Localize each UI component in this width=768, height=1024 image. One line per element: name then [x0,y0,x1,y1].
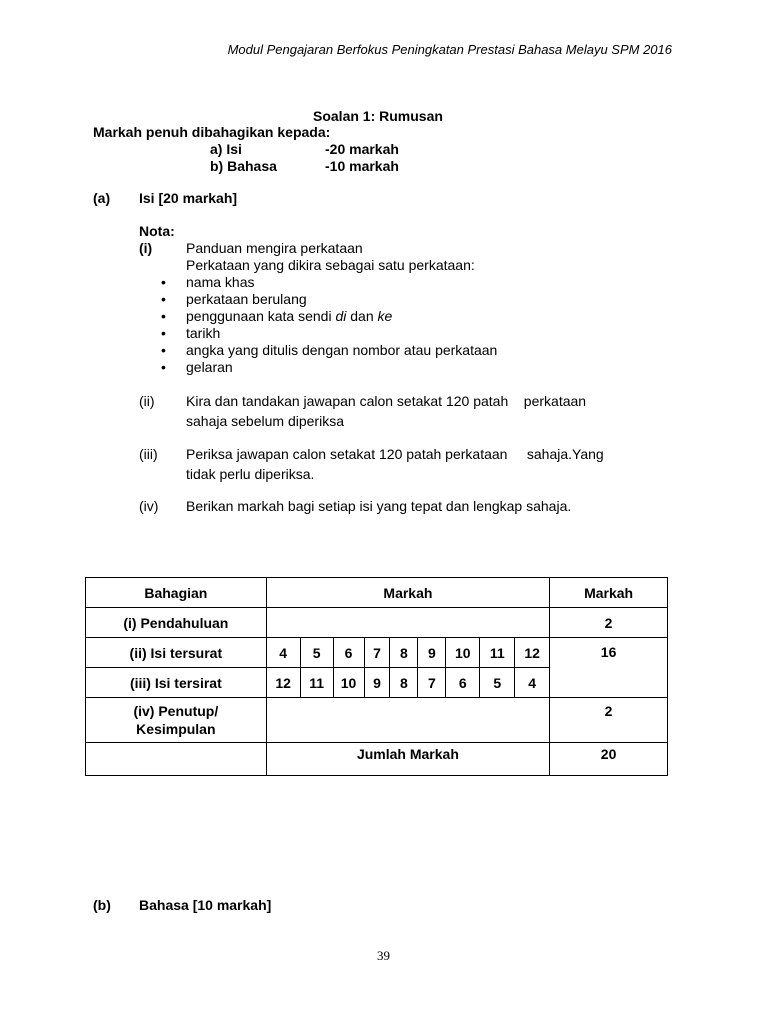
bullet-perkataan-berulang: perkataan berulang [186,291,307,307]
table-row [86,608,668,638]
tersurat-cell: 5 [300,638,333,668]
bullet-tarikh: tarikh [186,325,221,341]
row-penutup-line1: (iv) Penutup/ [133,703,219,719]
row-pendahuluan-label: (i) Pendahuluan [86,608,267,638]
tersurat-cell: 10 [446,638,480,668]
note-i-line2: Perkataan yang dikira sebagai satu perkataan: [186,257,475,273]
note-iii-line1: Periksa jawapan calon setakat 120 patah perkataan sahaja.Yang [186,446,604,462]
question-title: Soalan 1: Rumusan [313,108,443,124]
row-tersurat-label: (ii) Isi tersurat [86,638,267,668]
bullet-kata-sendi-ke: ke [377,308,393,324]
tersirat-cell: 10 [333,668,364,698]
header-markah-total: Markah [550,578,668,608]
row-pendahuluan-empty [266,608,549,638]
note-i-line1: Panduan mengira perkataan [186,240,363,256]
row-penutup-empty [266,698,549,743]
bullet-kata-sendi-text: penggunaan kata sendi [186,308,336,324]
table-row [86,743,668,776]
tersurat-cell: 6 [333,638,364,668]
marks-intro: Markah penuh dibahagikan kepada: [93,124,331,140]
bullet-angka: angka yang ditulis dengan nombor atau perkataan [186,342,498,358]
row-tersirat-label: (iii) Isi tersirat [86,668,267,698]
section-a-marker: (a) [93,190,111,206]
bullet-icon: • [161,308,166,324]
bullet-icon: • [161,342,166,358]
tersirat-cell: 8 [390,668,418,698]
tersurat-cell: 7 [364,638,390,668]
bullet-nama-khas: nama khas [186,274,255,290]
row-jumlah-label: Jumlah Markah [266,743,549,776]
note-iii-marker: (iii) [139,446,158,462]
note-iv-marker: (iv) [139,498,159,514]
section-b-marker: (b) [93,897,111,913]
row-isi-total: 16 [550,638,668,698]
note-ii-marker: (ii) [139,393,155,409]
header-markah: Markah [266,578,549,608]
tersirat-cell: 9 [364,668,390,698]
tersirat-cell: 6 [446,668,480,698]
section-a-title: Isi [20 markah] [139,190,238,206]
note-i-marker: (i) [139,240,153,256]
tersurat-cell: 8 [390,638,418,668]
table-header-row [86,578,668,608]
note-ii-line2: sahaja sebelum diperiksa [186,413,344,429]
note-ii-line1: Kira dan tandakan jawapan calon setakat 120 patah perkataan [186,393,587,409]
bullet-kata-sendi-dan: dan [346,308,378,324]
tersurat-cell: 12 [515,638,550,668]
row-penutup-line2: Kesimpulan [136,721,216,737]
row-penutup-total: 2 [550,698,668,743]
note-iv-line1: Berikan markah bagi setiap isi yang tepat dan lengkap sahaja. [186,498,572,514]
table-row [86,638,668,668]
table-row [86,698,668,743]
tersirat-cell: 11 [300,668,333,698]
bullet-kata-sendi-di: di [335,308,347,324]
allocation-bahasa-label: b) Bahasa [210,158,277,174]
bullet-icon: • [161,291,166,307]
row-penutup-label [86,698,267,743]
allocation-isi-label: a) Isi [210,141,242,157]
bullet-gelaran: gelaran [186,359,233,375]
row-jumlah-empty [86,743,267,776]
nota-heading: Nota: [139,223,175,239]
tersirat-cell: 5 [480,668,515,698]
tersirat-cell: 7 [418,668,446,698]
allocation-bahasa-marks: -10 markah [325,158,399,174]
bullet-kata-sendi [186,308,392,325]
row-pendahuluan-total: 2 [550,608,668,638]
tersurat-cell: 9 [418,638,446,668]
row-jumlah-total: 20 [550,743,668,776]
tersurat-cell: 4 [266,638,300,668]
note-iii-line2: tidak perlu diperiksa. [186,466,315,482]
page-number: 39 [377,948,390,963]
header-bahagian: Bahagian [86,578,267,608]
tersirat-cell: 12 [266,668,300,698]
allocation-isi-marks: -20 markah [325,141,399,157]
page-header: Modul Pengajaran Berfokus Peningkatan Prestasi Bahasa Melayu SPM 2016 [227,42,672,57]
tersirat-cell: 4 [515,668,550,698]
marks-table [85,577,668,776]
tersurat-cell: 11 [480,638,515,668]
bullet-icon: • [161,274,166,290]
bullet-icon: • [161,325,166,341]
section-b-title: Bahasa [10 markah] [139,897,272,913]
bullet-icon: • [161,359,166,375]
